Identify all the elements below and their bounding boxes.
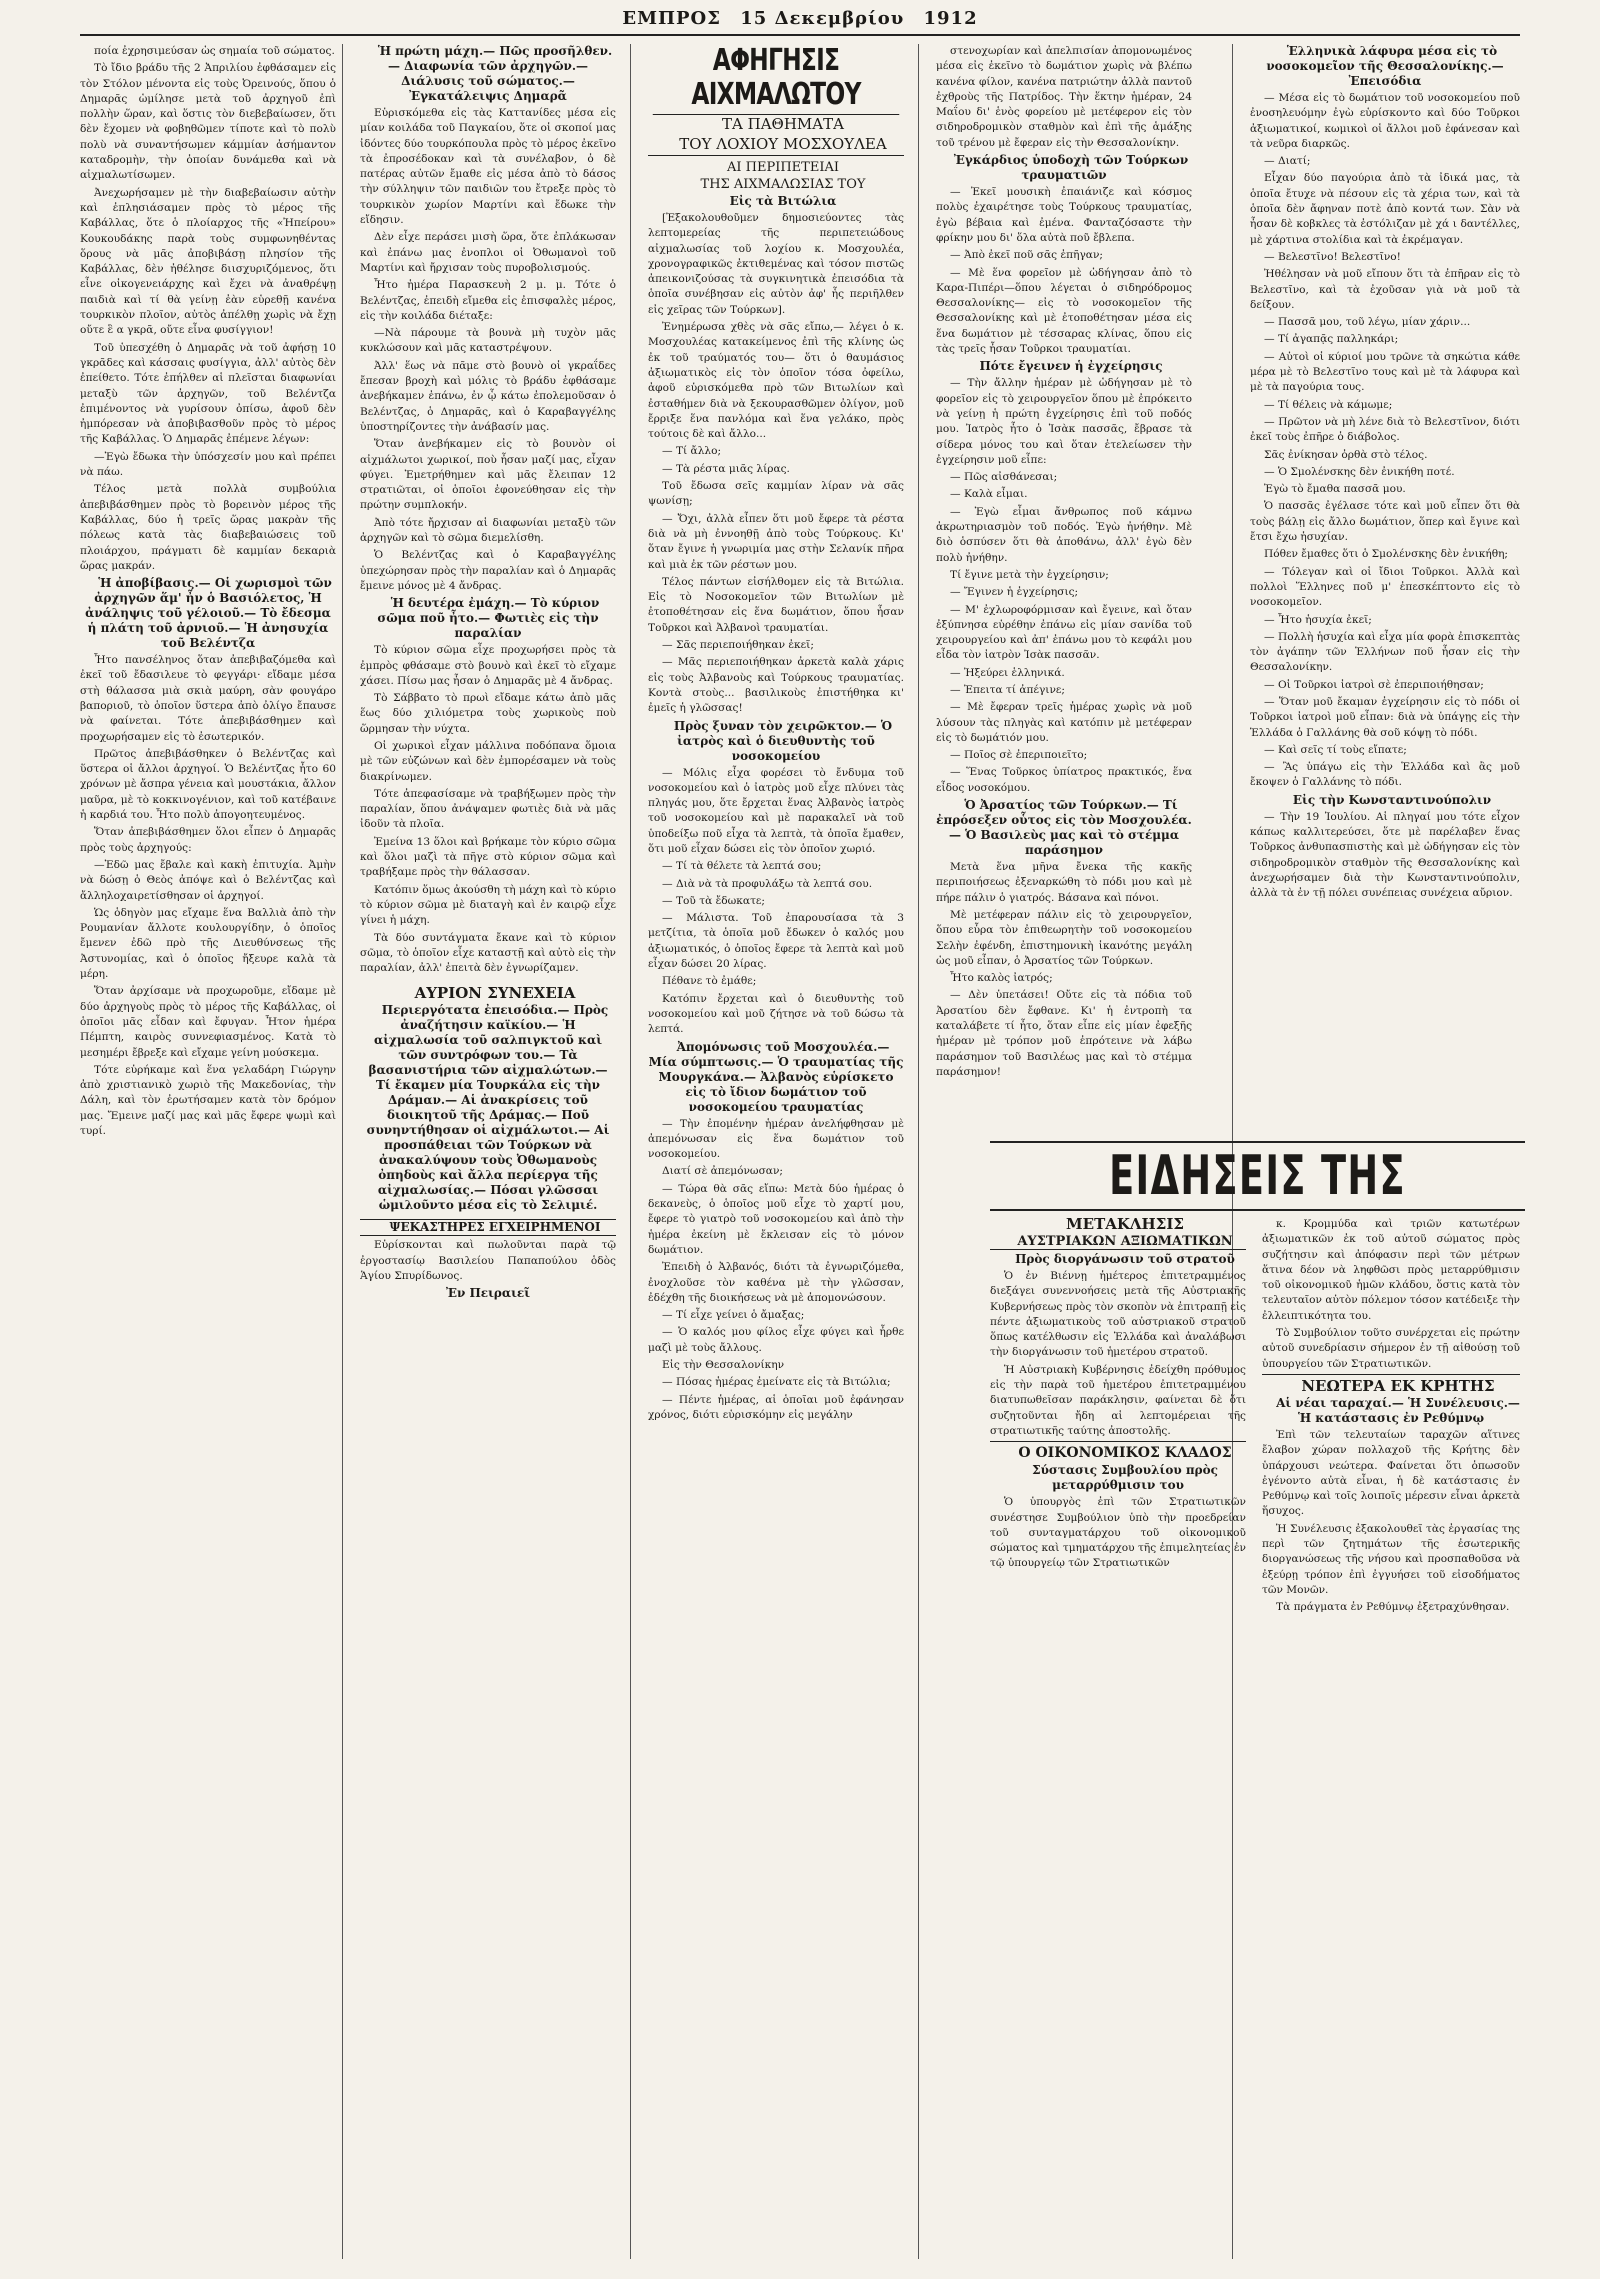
article-paragraph: — Ἦτο ἡσυχία ἐκεῖ; <box>1264 613 1372 626</box>
article-paragraph: — Τόλεγαν καὶ οἱ ἴδιοι Τοῦρκοι. Ἀλλὰ καὶ πολλοὶ Ἕλληνες ποῦ μ' ἐπεσκέπτοντο εἰς τὸ νοσοκομεῖον. <box>1250 565 1520 609</box>
feature-subtitle: ΤΑ ΠΑΘΗΜΑΤΑ <box>722 115 844 133</box>
article-paragraph: Πέθανε τὸ ἐμάθε; <box>662 975 757 988</box>
article-paragraph: Ἐγὼ τὸ ἔμαθα πασσᾶ μου. <box>1264 483 1406 496</box>
article-paragraph: Τὸ Συμβούλιον τοῦτο συνέρχεται εἰς πρώτην αὐτοῦ συνεδρίασιν σήμερον ἐν τῇ αἰθούσῃ τοῦ ὑπουργείου τῶν Στρατιωτικῶν. <box>1262 1327 1520 1370</box>
article-paragraph: Τέλος πάντων εἰσήλθομεν εἰς τὰ Βιτώλια. Εἰς τὸ Νοσοκομεῖον τῶν Βιτωλίων μὲ ἐτοποθέτησαν εἰς ἕνα δωμάτιον, ὅπου ἦσαν Τοῦρκοι καὶ Ἀλβανοὶ τραυματίαι. <box>648 575 904 634</box>
notice-heading: ΨΕΚΑΣΤΗΡΕΣ ΕΓΧΕΙΡΗΜΕΝΟΙ <box>360 1219 616 1236</box>
section-heading: Ἡ δευτέρα ἐμάχη.— Τὸ κύριον σῶμα ποῦ ἦτο.— Φωτιὲς εἰς τὴν παραλίαν <box>377 596 600 641</box>
article-paragraph: Ἐνημέρωσα χθὲς νὰ σᾶς εἴπω,— λέγει ὁ κ. Μοσχουλέας κατακείμενος ἐπὶ τῆς κλίνης ὡς ἐκ τοῦ τραύματός του— ὅτι ὁ θαυμάσιος ἀξιωματικὸς εἰς τὸν ὁποῖον τόσα ὀφείλω, ἀφοῦ εὑρισκόμεθα πρὸ τῶν Βιτωλίων καὶ ἐσταθήμεν διὰ νὰ ξεκουρασθῶμεν ὀλίγον, μοῦ ἔρριξε ἕνα πανλόμα καὶ ἕνα γελάκο, πρὸς τούτοις δὲ καὶ ἄλλο... <box>648 321 904 441</box>
news-subheading: Σύστασις Συμβουλίου πρὸς μεταρρύθμισιν του <box>1032 1463 1218 1493</box>
column-divider <box>630 44 631 2259</box>
article-paragraph: Ὅταν ἀρχίσαμε νὰ προχωροῦμε, εἴδαμε μὲ δύο ἀρχηγοὺς πρὸς τὸ μέρος τῆς Καβάλλας, οἱ ὁποῖοι μᾶς εἶδαν καὶ ἔφυγαν. Ἦτον ἡμέρα Πέμπτη, καιρὸς συννεφιασμένος. Κατὰ τὸ μεσημέρι ἔβρεξε καὶ εἴχαμε γείνη μούσκεμα. <box>80 985 336 1059</box>
article-paragraph: κ. Κρομμύδα καὶ τριῶν κατωτέρων ἀξιωματικῶν ἐκ τοῦ αὐτοῦ σώματος πρὸς συζήτησιν καὶ ἀπόφασιν περὶ τῶν μέτρων ἅτινα δέον νὰ ληφθῶσι πρὸς μεταρρύθμισιν τοῦ οἰκονομικοῦ ἡμῶν κλάδου, ὅστις κατὰ τὸν τελευταῖον αὐτὸν πόλεμον τόσον κατέδειξε τὴν ἐλλειπτικότητα του. <box>1262 1218 1520 1322</box>
article-paragraph: — Πρῶτον νὰ μὴ λένε διὰ τὸ Βελεστῖνον, διότι ἐκεῖ τοὺς ἐπῆρε ὁ διάβολος. <box>1250 415 1520 444</box>
article-paragraph: —Ἐγὼ ἔδωκα τὴν ὑπόσχεσίν μου καὶ πρέπει νὰ πάω. <box>80 450 336 479</box>
article-paragraph: στενοχωρίαν καὶ ἀπελπισίαν ἀπομονωμένος μέσα εἰς ἐκεῖνο τὸ δωμάτιον χωρὶς νὰ βλέπω κανένα φίλον, κανένα πατριώτην ἀλλὰ παντοῦ ἐχθροὺς τῆς Πατρίδος. Τὴν ἕκτην ἡμέραν, 24 Μαΐου δι' ἑνὸς φορείου μὲ μετέφερον εἰς τὸν σιδηροδρομικὸν σταθμὸν καὶ ἐπὶ τῆς ἁμάξης τοῦ τρένου μὲ ἔφεραν εἰς τὴν Θεσσαλονίκην. <box>936 45 1192 149</box>
article-paragraph: Τότε ἀπεφασίσαμε νὰ τραβήξωμεν πρὸς τὴν παραλίαν, ὅπου ἀνάψαμεν φωτιὲς διὰ νὰ μᾶς ἰδοῦν τὰ πλοῖα. <box>360 787 616 831</box>
article-paragraph: Δὲν εἶχε περάσει μισὴ ὥρα, ὅτε ἐπλάκωσαν καὶ ἐπάνω μας ἐνοπλοι οἱ Ὀθωμανοὶ τοῦ Μαρτίνι καὶ ἤρχισαν τοὺς πυροβολισμούς. <box>360 231 616 274</box>
article-paragraph: Τὰ δύο συντάγματα ἔκανε καὶ τὸ κύριον σῶμα, τὸ ὁποῖον εἶχε καταστῇ καὶ αὐτὸ εἰς τὴν παραλίαν, ἀλλ' ἐπειτὰ δὲν ἐγνωρίζαμεν. <box>360 931 616 975</box>
article-paragraph: Μετὰ ἕνα μῆνα ἔνεκα τῆς κακῆς περιποιήσεως ἐξεναρκώθη τὸ πόδι μου καὶ μὲ πήρε πάλιν ὁ γιατρός. Βάσανα καὶ πόνοι. <box>936 861 1192 904</box>
article-paragraph: — Βελεστῖνο! Βελεστῖνο! <box>1264 250 1401 263</box>
article-paragraph: — Τί εἶχε γείνει ὁ ἄμαξας; <box>662 1309 805 1322</box>
section-heading: Ἡ ἀποβίβασις.— Οἱ χωρισμοὶ τῶν ἀρχηγῶν ἅμ' ἦν ὁ Βασιόλετος, Ἡ ἀνάληψις τοῦ γέλοιοῦ.— Τὸ ἔδεσμα ἡ πλάτη τοῦ ἀρνιοῦ.— Ἡ ἀνησυχία τοῦ Βελέντζα <box>85 576 332 651</box>
article-paragraph: Διατί σὲ ἀπεμόνωσαν; <box>662 1165 783 1178</box>
news-heading: ΝΕΩΤΕΡΑ ΕΚ ΚΡΗΤΗΣ <box>1262 1374 1520 1394</box>
article-paragraph: Ἀνεχωρήσαμεν μὲ τὴν διαβεβαίωσιν αὐτὴν καὶ ἐπλησιάσαμεν πρὸς τὸ μέρος τῆς Καβάλλας, ὅτε ὁ πλοίαρχος τῆς «Ἠπείρου» Κουκουδάκης παρὰ τοὺς συμφωνηθέντας ὅρους νὰ μᾶς ἀποβιβάσῃ πλησίον τῆς Καβάλλας, δὲν ἠθέλησε διισχυριζόμενος, ὅτι εἶνε οἰκογενειάρχης καὶ ἔχει νὰ ἀναθρέψῃ παιδιὰ καὶ τί θὰ γείνῃ ἐὰν εὑρεθῇ κανένα τουρκικὸν πλοῖον, αὐτὸς ἀπέλθῃ χωρὶς νὰ ἔχῃ οὔτε ἓ α γκρᾶ, οὔτε εἶνα φυσίγγιον! <box>80 186 336 337</box>
article-paragraph: — Ἕνας Τοῦρκος ὑπίατρος πρακτικός, ἕνα εἶδος νοσοκόμου. <box>936 766 1192 794</box>
news-column-right <box>1262 1217 1520 2257</box>
article-paragraph: — Τί ἀγαπᾷς παλληκάρι; <box>1264 333 1399 346</box>
article-paragraph: Σᾶς ἐνίκησαν ὀρθὰ στὸ τέλος. <box>1264 448 1428 461</box>
article-paragraph: Οἱ χωρικοὶ εἶχαν μάλλινα ποδόπανα ὅμοια μὲ τῶν εὐζώνων καὶ δὲν ἐμπορέσαμεν νὰ τοὺς διακρίνωμεν. <box>360 739 616 783</box>
article-paragraph: Ὁ ἐν Βιέννῃ ἡμέτερος ἐπιτετραμμένος διεξάγει συνεννοήσεις μετὰ τῆς Αὐστριακῆς Κυβερνήσεως πρὸς τὸν σκοπὸν νὰ ἐπιτραπῇ εἰς πέντε ἀξιωματικοὺς τοῦ αὐστριακοῦ στρατοῦ ὅπως κατέλθωσιν εἰς Ἑλλάδα καὶ ἀναλάβωσι τὴν διοργάνωσιν τοῦ ἡμετέρου στρατοῦ. <box>990 1270 1246 1359</box>
notice-footer: Ἐν Πειραιεῖ <box>445 1286 531 1301</box>
article-paragraph: Εἰς τὴν Θεσσαλονίκην <box>662 1359 785 1371</box>
notice-text: Εὑρίσκονται καὶ πωλοῦνται παρὰ τῷ ἐργοστασίῳ Βασιλείου Παπαπούλου ὁδὸς Ἁγίου Σπυρίδωνος. <box>360 1239 616 1283</box>
section-heading: Πότε ἔγεινεν ἡ ἐγχείρησις <box>979 359 1163 374</box>
page-number: 1912 <box>923 8 978 29</box>
section-heading: Ἐγκάρδιος ὑποδοχὴ τῶν Τούρκων τραυματιῶν <box>953 153 1189 183</box>
masthead <box>80 8 1520 30</box>
article-paragraph: Πρῶτος ἀπεβιβάσθηκεν ὁ Βελέντζας καὶ ὕστερα οἱ ἄλλοι ἀρχηγοί. Ὁ Βελέντζας ἦτο 60 χρόνων μὲ ἄσπρα γένεια καὶ μουστάκια, ἄλλον μαῦρα, μὲ τὸ κοκκινογένιον, καὶ τοῦ κατέβαινε ἡ καρδιά του. Ἦτο πολὺ ἀπογοητευμένος. <box>80 747 336 822</box>
article-paragraph: — Τώρα θὰ σᾶς εἴπω: Μετὰ δύο ἡμέρας ὁ δεκανεὺς, ὁ ὁποῖος μοῦ εἶχε τὸ χαρτί μου, ἔφερε τὸ γιατρὸ τοῦ νοσοκομείου καὶ ἀπὸ τὴν ἡμέρα ἐκείνη μὲ ἔκλεισαν εἰς τὸ μόνον δωμάτιον. <box>648 1182 904 1256</box>
article-paragraph: Ἦτο ἡμέρα Παρασκευὴ 2 μ. μ. Τότε ὁ Βελέντζας, ἐπειδὴ εἴμεθα εἰς ἐπισφαλὲς μέρος, εἰς τὴν κοιλάδα διέταξε: <box>360 279 616 322</box>
section-heading: Ἀπομόνωσις τοῦ Μοσχουλέα.— Μία σύμπτωσις.— Ὁ τραυματίας τῆς Μουργκάνα.— Ἀλβανὸς εὑρίσκετο εἰς τὸ ἴδιον δωμάτιον τοῦ νοσοκομείου τραυματίας <box>648 1039 904 1114</box>
article-paragraph: Ὅταν ἀπεβιβάσθημεν ὅλοι εἶπεν ὁ Δημαρᾶς πρὸς τοὺς ἀρχηγούς: <box>80 826 336 854</box>
news-subheading: Πρὸς διοργάνωσιν τοῦ στρατοῦ <box>1015 1252 1235 1266</box>
article-paragraph: — Μόλις εἶχα φορέσει τὸ ἔνδυμα τοῦ νοσοκομείου καὶ ὁ ἰατρὸς μοῦ εἶχε πλύνει τὰς πληγάς μου, ὅτε ἔρχεται ἕνας Ἀλβανὸς ἰατρὸς τοῦ νοσοκομείου καὶ μὲ παρακαλεῖ νὰ τοῦ ὑποδείξω ποῦ εἶχα τὰ λεπτὰ, τὰ ὁποῖα ἔμαθεν, ὅτι μοῦ εἶχαν δώσει εἰς τὸν ὁποῖον χωριό. <box>648 766 904 855</box>
article-paragraph: — Διατί; <box>1264 155 1311 168</box>
article-paragraph: Ἡ Συνέλευσις ἐξακολουθεῖ τὰς ἐργασίας της περὶ τῶν ζητημάτων τῆς ἐσωτερικῆς διοργανώσεως τῆς νήσου καὶ προσπαθοῦσα νὰ ἐξεύρῃ τρόπον ἐπὶ ἐγγυήσει τοῦ εἰσοδήματος τῶν Μονῶν. <box>1262 1522 1520 1596</box>
article-paragraph: — Ἐγὼ εἶμαι ἄνθρωπος ποῦ κάμνω ἀκρωτηριασμὸν τοῦ ποδός. Ἐγὼ ἠνήθην. Μὲ διὸ ὁσπύσεν ὅτι θὰ ἀποθάνω, ἀλλ' ἐγὼ δὲν πολὺ ἠνήθην. <box>936 505 1192 564</box>
article-paragraph: Ἐμείνα 13 ὅλοι καὶ βρήκαμε τὸν κύριο σῶμα καὶ ὅλοι μαζὶ τὰ πῆγε στὸ κύριον σῶμα καὶ τραβήξαμε πρὸς τὴν θάλασσαν. <box>360 835 616 879</box>
article-paragraph: — Ἀπὸ ἐκεῖ ποῦ σᾶς ἐπῆγαν; <box>950 249 1103 262</box>
column-1 <box>80 44 336 2259</box>
article-paragraph: — Τοῦ τὰ ἔδωκατε; <box>662 894 765 907</box>
feature-subtitle: ΤΟΥ ΛΟΧΙΟΥ ΜΟΣΧΟΥΛΕΑ <box>679 135 887 153</box>
article-paragraph: — Μὲ ἔφεραν τρεῖς ἡμέρας χωρὶς νὰ μοῦ λύσουν τὰς πληγὰς καὶ κατόπιν μὲ μετέφεραν εἰς τὸ δωμάτιόν μου. <box>936 701 1192 744</box>
feature-title: ΑΦΗΓΗΣΙΣ ΑΙΧΜΑΛΩΤΟΥ <box>653 44 899 115</box>
article-paragraph: Ἦτο καλὸς ἰατρός; <box>950 972 1053 985</box>
article-paragraph: — Αὐτοὶ οἱ κύριοί μου τρῶνε τὰ σηκώτια κάθε μέρα μὲ τὸ Βελεστῖνο τους καὶ μὲ τὰ λάφυρα καὶ μὲ τὰ παγούρια τους. <box>1250 350 1520 394</box>
article-paragraph: Ἀλλ' ἕως νὰ πᾶμε στὸ βουνὸ οἱ γκραΐδες ἔπεσαν βροχὴ καὶ μόλις τὸ βράδυ ἐφθάσαμε ἀνεβήκαμεν ἐπάνω, ἐν ᾧ κάτω ἐπολεμοῦσαν ὁ Βελέντζας, ὁ Δημαρᾶς, καὶ ὁ Καραβαγγέλης ὑποστηρίζοντες τὴν ἀνάβασίν μας. <box>360 359 616 433</box>
article-paragraph: Τὰ πράγματα ἐν Ρεθύμνῳ ἐξετραχύνθησαν. <box>1276 1601 1510 1614</box>
article-paragraph: — Πῶς αἰσθάνεσαι; <box>950 471 1058 484</box>
article-paragraph: Τὸ ἴδιο βράδυ τῆς 2 Ἀπριλίου ἐφθάσαμεν εἰς τὸν Στόλον μένοντα εἰς τοὺς Ὀρεινούς, ὅπου ὁ Δημαρᾶς ὡμίλησε μετὰ τοῦ ἀρχηγοῦ ἐπὶ πολλὴν ὥραν, καὶ ὅστις τὸν διεβεβαίωσεν, ὅτι δὲν ἔχομεν νὰ φοβηθῶμεν τίποτε καὶ τὸ πολὺ πολὺ νὰ συναντήσωμεν κάμμίαν ἀσήμαντον καταδρομὴν, τὴν ὁποίαν δυνάμεθα καὶ νὰ αἰχμαλωτίσωμεν. <box>80 62 336 182</box>
section-heading: Εἰς τὰ Βιτώλια <box>729 194 837 208</box>
column-5 <box>1250 44 1520 1129</box>
masthead-rule <box>80 34 1520 36</box>
article-paragraph: — Μάλιστα. Τοῦ ἐπαρουσίασα τὰ 3 μετζίτια, τὰ ὁποῖα μοῦ ἔδωκεν ὁ καλός μου ἀξιωματικός, ὁ ὁποῖος ἔφερε τὰ λεπτὰ καὶ μοῦ εἶχαν δώσει 20 λίρας. <box>648 912 904 971</box>
article-paragraph: — Τί θέλεις νὰ κάμωμε; <box>1264 398 1393 411</box>
section-heading: Ἑλληνικὰ λάφυρα μέσα εἰς τὸ νοσοκομεῖον τῆς Θεσσαλονίκης.— Ἐπεισόδια <box>1266 44 1504 88</box>
section-heading: Εἰς τὴν Κωνσταντινούπολιν <box>1292 792 1492 807</box>
news-heading: Ο ΟΙΚΟΝΟΜΙΚΟΣ ΚΛΑΔΟΣ <box>990 1441 1246 1461</box>
issue-date: 15 Δεκεμβρίου <box>740 8 905 29</box>
continue-summary: Περιεργότατα ἐπεισόδια.— Πρὸς ἀναζήτησιν καϊκίου.— Ἡ αἰχμαλωσία τοῦ σαλπιγκτοῦ καὶ τῶν συντρόφων του.— Τὰ βασανιστήρια τῶν αἰχμαλώτων.— Τί ἔκαμεν μία Τουρκάλα εἰς τὴν Δράμαν.— Αἱ ἀνακρίσεις τοῦ διοικητοῦ τῆς Δράμας.— Ποῦ συνηντήθησαν οἱ αἰχμάλωτοι.— Αἱ προσπάθειαι τῶν Τούρκων νὰ ἀνακαλύψουν τοὺς Ὀθωμανοὺς ὀπηδοὺς καὶ ἄλλα περίεργα τῆς αἰχμαλωσίας.— Πόσαι γλῶσσαι ὡμιλοῦντο μέσα εἰς τὸ Σελιμιέ. <box>366 1003 610 1213</box>
feature-subtitle: ΤΗΣ ΑΙΧΜΑΛΩΣΙΑΣ ΤΟΥ <box>700 177 866 192</box>
article-paragraph: — Μὲ ἕνα φορεῖον μὲ ὡδήγησαν ἀπὸ τὸ Καρα-Πιπέρι—ὅπου λέγεται ὁ σιδηρόδρομος Θεσσαλονίκης— εἰς τὸ νοσοκομεῖον τῆς Θεσσαλονίκης καὶ μὲ ἐτοποθέτησαν μέσα εἰς ἕνα δωμάτιον μὲ τέσσαρας κλίνας, ὅπου εἰς τὰς τρεῖς ἦσαν Τοῦρκοι τραυματίαι. <box>936 266 1192 356</box>
news-column-left <box>990 1217 1246 2257</box>
column-4 <box>936 44 1192 1129</box>
article-paragraph: Εὑρισκόμεθα εἰς τὰς Καττανίδες μέσα εἰς μίαν κοιλάδα τοῦ Παγκαίου, ὅτε οἱ σκοποί μας ἰδόντες δύο τουρκόπουλα πρὸς τὸ μέρος ἐκεῖνο τὰ ἐπροσέδοκαν καὶ τὰ συνέλαβον, ὁ δὲ πατέρας αὐτῶν ἔμαθε εἰς μέσα ἀπὸ τὸ δάσος τὴν σύλληψιν τῶν παιδιῶν του ἔτρεξε πρὸς τὸ τουρκικὸν χωρίον Μαρτίνι καὶ ἔδωκε τὴν εἴδησιν. <box>360 107 616 227</box>
article-paragraph: Τέλος μετὰ πολλὰ συμβούλια ἀπεβιβάσθημεν πρὸς τὸ βορεινὸν μέρος τῆς Καβάλλας, δύο ἡ τρεῖς ὥρας μακρὰν τῆς πόλεως κατὰ τὰς διαβεβαιώσεις τοῦ πλοιάρχου, πράγματι δὲ καμμίαν δεκαριὰ ὥρας μακράν. <box>80 483 336 572</box>
article-paragraph: — Ἠξεύρει ἑλληνικά. <box>950 666 1065 679</box>
article-paragraph: Τὸ Σάββατο τὸ πρωὶ εἴδαμε κάτω ἀπὸ μᾶς ἕως δύο χιλιόμετρα τοὺς χωρικοὺς ποὺ ὥρμησαν τὴν νύχτα. <box>360 692 616 735</box>
article-paragraph: — Μ' ἐχλωροφόρμισαν καὶ ἔγεινε, καὶ ὅταν ἐξύπνησα εὑρέθην ἐπάνω εἰς μίαν σανίδα τοῦ χειρουργείου καὶ ἀπ' ἐπάνω μου τὸ κεφάλι μου εἶδα τὸν ἰατρὸν Ἰσὰκ πασσᾶν. <box>936 603 1192 662</box>
article-paragraph: — Σᾶς περιεποιήθηκαν ἐκεῖ; <box>662 639 814 652</box>
article-paragraph: —Νὰ πάρουμε τὰ βουνὰ μὴ τυχὸν μᾶς κυκλώσουν καὶ μᾶς καταστρέψουν. <box>360 327 616 355</box>
column-divider <box>342 44 343 2259</box>
section-heading: Ὁ Ἀρσατίος τῶν Τούρκων.— Τί ἐπρόσεξεν οὗτος εἰς τὸν Μοσχουλέα.— Ὁ Βασιλεὺς μας καὶ τὸ στέμμα παράσημον <box>936 798 1192 858</box>
article-paragraph: Ἡ Αὐστριακὴ Κυβέρνησις ἐδείχθη πρόθυμος εἰς τὴν παρὰ τοῦ ἡμετέρου ἐπιτετραμμένου διατυπωθεῖσαν παράκλησιν, φαίνεται δὲ ὅτι συζητοῦνται ἤδη αἱ λεπτομέρειαι τῆς στρατιωτικῆς ταύτης ἀποστολῆς. <box>990 1363 1246 1437</box>
article-paragraph: Ἀπὸ τότε ἤρχισαν αἱ διαφωνίαι μεταξὺ τῶν ἀρχηγῶν καὶ τὸ σῶμα διεμελίσθη. <box>360 516 616 545</box>
article-paragraph: — Τὴν ἐπομένην ἡμέραν ἀνελήφθησαν μὲ ἀπεμόνωσαν εἰς ἕνα δωμάτιον τοῦ νοσοκομείου. <box>648 1117 904 1161</box>
article-paragraph: Τί ἔγινε μετὰ τὴν ἐγχείρησιν; <box>950 568 1109 581</box>
article-paragraph: — Ὅταν μοῦ ἔκαμαν ἐγχείρησιν εἰς τὸ πόδι οἱ Τοῦρκοι ἰατροὶ μοῦ εἶπαν: διὰ νὰ ὑπάγῃς εἰς τὴν Ἑλλάδα ὁ Γαλλάνης θὰ σοῦ κόψῃ τὸ πόδι. <box>1250 695 1520 739</box>
article-paragraph: ποία ἐχρησιμεύσαν ὡς σημαία τοῦ σώματος. <box>94 45 335 57</box>
article-paragraph: — Ὁ Σμολένσκης δὲν ἐνικήθη ποτέ. <box>1264 465 1455 478</box>
article-paragraph: Κατόπιν ὅμως ἀκούσθη τὴ μάχη καὶ τὸ κύριο τὸ κύριον σῶμα μὲ διαταγὴ καὶ ἐν καιρῷ εἶχε γίνει ἡ μάχη. <box>360 883 616 927</box>
section-heading: Ἡ πρώτη μάχη.— Πῶς προσῆλθεν.— Διαφωνία τῶν ἀρχηγῶν.— Διάλυσις τοῦ σώματος.— Ἐγκατάλειψις Δημαρᾶ <box>377 44 613 103</box>
article-paragraph: Πόθεν ἔμαθες ὅτι ὁ Σμολένσκης δὲν ἐνικήθη; <box>1264 548 1508 561</box>
article-paragraph: — Τί ἄλλο; <box>662 445 722 458</box>
article-paragraph: —Ἐδῶ μας ἔβαλε καὶ κακὴ ἐπιτυχία. Ἀμὴν νὰ δώσῃ ὁ Θεὸς ἀπόψε καὶ ὁ Βελέντζας καὶ ἄλληλοχαιρετίσθησαν οἱ ἀρχηγοί. <box>80 858 336 902</box>
article-paragraph: [Ἐξακολουθοῦμεν δημοσιεύοντες τὰς λεπτομερείας τῆς περιπετειώδους αἰχμαλωσίας τοῦ λοχίου κ. Μοσχουλέα, χρονογραφικῶς ἐκτιθεμένας καὶ τόσον πιστῶς ἀπεικονιζούσας τὰ συγκινητικὰ ἐπεισόδια τὰ ὁποῖα συνέβησαν εἰς αὐτὸν ἀφ' ἧς περιῆλθεν εἰς χεῖρας τῶν Τούρκων]. <box>648 212 904 316</box>
article-paragraph: Τοῦ ἔδωσα σεῖς καμμίαν λίραν νὰ σᾶς ψωνίσῃ; <box>648 480 904 508</box>
article-paragraph: Μὲ μετέφεραν πάλιν εἰς τὸ χειρουργεῖον, ὅπου εὗρα τὸν ἐπιθεωρητὴν τοῦ νοσοκομείου Σελὴν ἐφένδη, ἐπιστημονικὴ ἱκανότης μεγάλη ὡς μοῦ εἶπαν, ὁ Ἀρσατίος τῶν Τούρκων. <box>936 908 1192 967</box>
article-paragraph: Κατόπιν ἔρχεται καὶ ὁ διευθυντὴς τοῦ νοσοκομείου καὶ μοῦ ζήτησε νὰ τοῦ δώσω τὰ λεπτά. <box>648 992 904 1036</box>
article-paragraph: — Τὴν 19 Ἰουλίου. Αἱ πληγαί μου τότε εἶχον κάπως καλλιτερεύσει, ὅτε μὲ παρέλαβεν ἕνας Τοῦρκος ἀνθυπασπιστὴς καὶ μὲ ὡδήγησαν εἰς τὸν σιδηροδρομικὸν σταθμὸν τῆς Θεσσαλονίκης καὶ ἀνεχωρήσαμεν διὰ τὴν Κωνσταντινούπολιν, ἀλλὰ τὰ ἐν τῇ πόλει συνέπειας συνέχεια αὔριον. <box>1250 810 1520 900</box>
article-paragraph: — Ἔγινεν ἡ ἐγχείρησις; <box>950 586 1079 599</box>
section-heading: Πρὸς ξυναν τὸν χειρῶκτον.— Ὁ ἰατρὸς καὶ ὁ διευθυντὴς τοῦ νοσοκομείου <box>673 718 893 763</box>
article-paragraph: — Ὁ καλός μου φίλος εἶχε φύγει καὶ ἦρθε μαζὶ μὲ τοὺς ἄλλους. <box>648 1326 904 1354</box>
article-paragraph: — Ἂς ὑπάγω εἰς τὴν Ἑλλάδα καὶ ἂς μοῦ ἔκοψεν ὁ Γαλλάνης τὸ πόδι. <box>1250 761 1520 789</box>
article-paragraph: — Καλὰ εἶμαι. <box>950 488 1028 501</box>
column-3 <box>648 44 904 2259</box>
article-paragraph: Ἐπὶ τῶν τελευταίων ταραχῶν αἵτινες ἔλαβον χώραν πολλαχοῦ τῆς Κρήτης δὲν ὑπάρχουσι νεώτερα. Φαίνεται ὅτι ὁπωσοῦν ἐγένοντο αὐτὰ εἶναι, ἡ δὲ κατάστασις ἐν Ρεθύμνῳ καὶ τοῖς λοιποῖς μέρεσιν εἶναι ἀρκετὰ ἥσυχος. <box>1262 1428 1520 1518</box>
article-paragraph: Τὸ κύριον σῶμα εἶχε προχωρήσει πρὸς τὰ ἐμπρὸς φθάσαμε στὸ βουνὸ καὶ ἐκεῖ τὸ εἴχαμε χάσει. Πίσω μας ἦσαν ὁ Δημαρᾶς μὲ 4 ἄνδρας. <box>360 644 616 687</box>
article-paragraph: — Μέσα εἰς τὸ δωμάτιον τοῦ νοσοκομείου ποῦ ἐνοσηλευόμην ἐγὼ εὑρίσκοντο καὶ δύο Τοῦρκοι ἀξιωματικοί, κωμικοὶ οἱ ἄλλοι μοῦ ἐφάνεσαν καὶ τὰ νεῦρα διαρκῶς. <box>1250 92 1520 150</box>
feature-subtitle: ΑΙ ΠΕΡΙΠΕΤΕΙΑΙ <box>648 155 904 175</box>
article-paragraph: — Δὲν ὑπετάσει! Οὔτε εἰς τὰ πόδια τοῦ Ἀρσατίου δὲν ἔφθανε. Κι' ἡ ἐντροπὴ τα καταλάβετε τί ἦτο, ὅταν εἶπε εἰς μίαν ἐφεξῆς ἡμέραν μὲ τρόπον μοῦ ἐπρότεινε νὰ λάβω παράσημον τοῦ Βασιλέως μας καὶ τὸ στέμμα παράσημον! <box>936 989 1192 1078</box>
article-paragraph: — Οἱ Τοῦρκοι ἰατροὶ σὲ ἐπεριποιήθησαν; <box>1264 678 1484 691</box>
article-paragraph: Ὡς ὁδηγὸν μας εἴχαμε ἕνα Βαλλιὰ ἀπὸ τὴν Ρουμανίαν ἄλλοτε κουλουργίδην, ὁ ὁποῖος ἔμενεν ἐδῶ πρὸ τῆς Διευθύνσεως τῆς Ἀστυνομίας, καὶ ὁ ὁποῖος ἤξευρε καλὰ τὰ μέρη. <box>80 906 336 981</box>
article-paragraph: — Καὶ σεῖς τί τοὺς εἴπατε; <box>1264 743 1407 756</box>
article-paragraph: — Πολλὴ ἡσυχία καὶ εἶχα μία φορὰ ἐπισκεπτὰς τὸν ἀγάπην τῶν Ἑλλήνων ποῦ ἦσαν εἰς τὴν Θεσσαλονίκην. <box>1250 630 1520 674</box>
article-paragraph: Ἠθέλησαν νὰ μοῦ εἴπουν ὅτι τὰ ἐπῆραν εἰς τὸ Βελεστῖνο, καὶ τὰ ἐχοῦσαν γιὰ νὰ μοῦ τὰ δείξουν. <box>1250 268 1520 311</box>
article-paragraph: Ὁ Βελέντζας καὶ ὁ Καραβαγγέλης ὑπεχώρησαν πρὸς τὴν παραλίαν καὶ ὁ Δημαρᾶς ἔμεινε μόνος μὲ 4 ἄνδρας. <box>360 549 616 592</box>
article-paragraph: Ὁ πασσᾶς ἐγέλασε τότε καὶ μοῦ εἶπεν ὅτι θὰ τοὺς βάλῃ εἰς ἄλλο δωμάτιον, ὅπερ καὶ ἔγινε καὶ ἔτσι ἔχω ἡσυχίαν. <box>1250 500 1520 544</box>
news-subheading: Αἱ νέαι ταραχαί.— Ἡ Συνέλευσις.— Ἡ κατάστασις ἐν Ρεθύμνῳ <box>1276 1395 1520 1425</box>
article-paragraph: — Τὰ ρέστα μιᾶς λίρας. <box>662 462 790 475</box>
column-divider <box>918 44 919 2259</box>
article-paragraph: — Διὰ νὰ τὰ προφυλάξω τὰ λεπτά σου. <box>662 877 873 890</box>
column-2 <box>360 44 616 2259</box>
continue-heading: ΑΥΡΙΟΝ ΣΥΝΕΧΕΙΑ <box>414 984 576 1003</box>
news-heading: ΑΥΣΤΡΙΑΚΩΝ ΑΞΙΩΜΑΤΙΚΩΝ <box>990 1234 1246 1250</box>
article-paragraph: — Τὴν ἄλλην ἡμέραν μὲ ὡδήγησαν μὲ τὸ φορεῖον εἰς τὸ χειρουργεῖον ὅπου μὲ ἐπρόκειτο νὰ γείνῃ ἡ πρώτη ἐγχείρησις ἐπὶ τοῦ ποδός μου. Ἰατρὸς ἦτο ὁ Ἰσὰκ πασσᾶς, ἔβρασε τὰ σίδερα μόνος του καὶ ὅταν ἐτελείωσεν τὴν ἐγχείρησιν μοῦ εἶπε: <box>936 377 1192 466</box>
article-paragraph: Ὁ ὑπουργὸς ἐπὶ τῶν Στρατιωτικῶν συνέστησε Συμβούλιον ὑπὸ τὴν προεδρείαν τοῦ συνταγματάρχου τοῦ οἰκονομικοῦ σώματος καὶ τμηματάρχου τῆς ἐπιμελητείας ἐν τῷ ὑπουργείῳ τῶν Στρατιωτικῶν <box>990 1496 1246 1570</box>
article-paragraph: Ἦτο πανσέληνος ὅταν ἀπεβιβαζόμεθα καὶ ἐκεῖ τοῦ ἔδασιλευε τὸ φεγγάρι· εἴδαμε μέσα στὴ θάλασσα μιὰ σκιὰ μαύρη, σὰν φουγάρο βαποριοῦ, τὸ ὁποῖον ὕστερα ἀπὸ ὀλίγο ἔπαυσε νὰ φαίνεται. Τότε ἀπεβιβάσθημεν καὶ προχωρήσαμεν εἰς τὸ ἐσωτερικόν. <box>80 654 336 743</box>
newspaper-name: ΕΜΠΡΟΣ <box>622 8 721 29</box>
article-paragraph: — Πέντε ἡμέρας, αἱ ὁποῖαι μοῦ ἐφάνησαν χρόνος, διότι εὑρισκόμην εἰς μεγάλην <box>648 1393 904 1421</box>
article-paragraph: — Ἐκεῖ μουσικὴ ἐπαιάνιζε καὶ κόσμος πολὺς ἐχαιρέτησε τοὺς Τούρκους τραυματίας, ἐγὼ βέβαια καὶ ἐμένα. Φανταζόσαστε τὴν φρίκην μου δι' ὅλα αὐτὰ ποῦ ἔβλεπα. <box>936 186 1192 244</box>
article-paragraph: Ἐπειδὴ ὁ Ἀλβανός, διότι τὰ ἐγνωριζόμεθα, ἐνοχλοῦσε τὸν καθένα μὲ τὴν γλῶσσαν, ἐδέχθη τῆς διοικήσεως νὰ μὲ ἀπομονώσουν. <box>648 1261 904 1304</box>
news-title: ΕΙΔΗΣΕΙΣ ΤΗΣ <box>990 1141 1525 1211</box>
article-paragraph: Εἶχαν δύο παγούρια ἀπὸ τὰ ἰδικά μας, τὰ ὁποῖα ἔτυχε νὰ πέσουν εἰς τὰ χέρια των, καὶ τὰ ὁποῖα δὲν ἄφηναν ποτὲ ἀπὸ κοντά των. Σὰν νὰ ἦσαν δὲ κοβκλες τὰ ἐστόλιζαν μὲ χά ι δαντέλλες, μὲ χάρτινα στολίδια καὶ τὰ ἐκρέμαγαν. <box>1250 172 1520 246</box>
article-paragraph: — Ποῖος σὲ ἐπεριποιεῖτο; <box>950 749 1088 762</box>
article-paragraph: — Πασσᾶ μου, τοῦ λέγω, μίαν χάριν... <box>1264 316 1471 329</box>
article-paragraph: — Πόσας ἡμέρας ἐμείνατε εἰς τὰ Βιτώλια; <box>662 1376 891 1389</box>
news-heading: ΜΕΤΑΚΛΗΣΙΣ <box>1066 1217 1184 1233</box>
article-paragraph: — Ὄχι, ἀλλὰ εἶπεν ὅτι μοῦ ἔφερε τὰ ρέστα διὰ νὰ μὴ ἐννοηθῇ ἀπὸ τοὺς Τούρκους. Κι' ὅταν ἔγινε ἡ γνωριμία μας στὴν Σελανίκ πῆρα καὶ μιὰ ἐκ τῶν ρέστων μου. <box>648 512 904 571</box>
article-paragraph: — Ἐπειτα τί ἀπέγινε; <box>950 683 1065 696</box>
article-paragraph: Τότε εὑρήκαμε καὶ ἕνα γελαδάρη Γιώργην ἀπὸ χριστιανικὸ χωριὸ τῆς Μακεδονίας, τὴν Δάλη, καὶ τὸν ἐρωτήσαμεν κατὰ τὸν δρόμον μας. Ἔμεινε μαζί μας καὶ μᾶς ἔφερε ψωμὶ καὶ τυρί. <box>80 1063 336 1137</box>
article-paragraph: Ὅταν ἀνεβήκαμεν εἰς τὸ βουνὸν οἱ αἰχμάλωτοι χωρικοί, ποὺ ἦσαν μαζί μας, εἶχαν φύγει. Ἐμετρήθημεν καὶ μᾶς ἔλειπαν 12 στρατιῶται, οἱ ὁποῖοι ἐφονεύθησαν εἰς τὴν πρώτην συμπλοκήν. <box>360 438 616 512</box>
article-paragraph: — Τί τὰ θέλετε τὰ λεπτά σου; <box>662 860 822 873</box>
article-paragraph: — Μᾶς περιεποιήθηκαν ἀρκετὰ καλὰ χάρις εἰς τοὺς Ἀλβανοὺς καὶ Τούρκους τραυματίας. Κοντὰ στοὺς... βασιλικοὺς ἐπιστήθηκα κι' ἐμεῖς ἡ γλῶσσας! <box>648 656 904 715</box>
article-paragraph: Τοῦ ὑπεσχέθη ὁ Δημαρᾶς νὰ τοῦ ἀφήσῃ 10 γκρᾶδες καὶ κάσσαις φυσίγγια, ἀλλ' αὐτὸς δὲν ἐπείθετο. Τότε ἐπήλθεν αἱ πλεῖσται διαφωνίαι μεταξὺ τῶν ἀρχηγῶν, τοῦ Βελέντζα ἐπιμένοντος νὰ γυρίσουν ὀπίσω, ἀφοῦ δὲν ἠμπόρεσαν νὰ ἀποβιβασθοῦν πρὸς τὸ μέρος τῆς Καβάλλας. Ὁ Δημαρᾶς ἐπέμενε λέγων: <box>80 341 336 446</box>
